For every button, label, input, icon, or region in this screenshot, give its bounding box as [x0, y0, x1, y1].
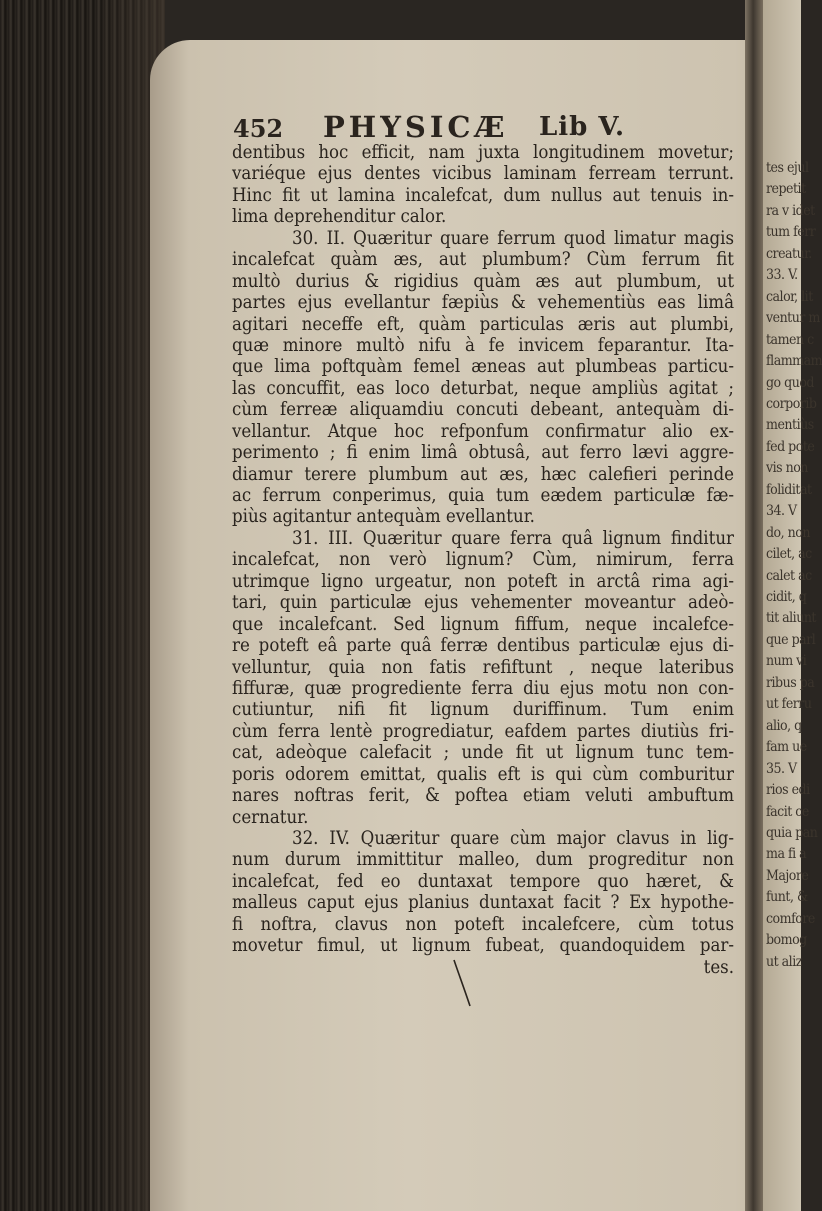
next-page-fragment: Majore: [766, 867, 809, 884]
next-page-fragment: fed pote: [766, 438, 815, 455]
next-page-fragment: ribus pa: [766, 674, 815, 691]
text-line: dentibus hoc efficit, nam juxta longitudinem movetur;: [232, 142, 734, 163]
text-line: cernatur.: [232, 806, 309, 828]
ink-mark-icon: [452, 958, 472, 1008]
text-line: incalefcat, non verò lignum? Cùm, nimirum, ferra: [232, 549, 734, 571]
text-line: re poteft eâ parte quâ ferræ dentibus particulæ ejus di-: [232, 635, 734, 657]
next-page-fragment: 34. V: [766, 503, 797, 520]
text-line: multò durius & rigidius quàm æs aut plumbum, ut: [232, 270, 734, 292]
text-line: num durum immittitur malleo, dum progreditur non: [232, 849, 734, 871]
next-page-fragment: 35. V: [766, 760, 797, 777]
next-page-fragment: tum ferr: [766, 224, 816, 241]
text-line: quæ minore multò nifu à fe invicem feparantur. Ita-: [232, 334, 734, 356]
next-page-fragment: go quod: [766, 374, 814, 391]
next-page-fragment: repetit: [766, 181, 806, 198]
text-line: las concuffit, eas loco deturbat, neque ampliùs agitat ;: [232, 377, 734, 399]
text-line: piùs agitantur antequàm evellantur.: [232, 506, 535, 528]
text-line: agitari neceffe eft, quàm particulas æris aut plumbi,: [232, 313, 734, 335]
text-line: tari, quin particulæ ejus vehementer moveantur adeò-: [232, 592, 734, 614]
text-line: partes ejus evellantur fæpiùs & vehementiùs eas limâ: [232, 292, 734, 314]
text-line: que lima poftquàm femel æneas aut plumbeas particu-: [232, 356, 734, 378]
next-page-fragment: ut ferru: [766, 696, 812, 713]
text-line: velluntur, quia non fatis refiftunt , neque lateribus: [232, 656, 734, 678]
text-line: ac ferrum conperimus, quia tum eædem particulæ fæ-: [232, 485, 734, 506]
next-page-fragment: vis non: [766, 460, 808, 477]
text-line: vellantur. Atque hoc refponfum confirmatur alio ex-: [232, 420, 734, 442]
body-text: [232, 142, 734, 978]
running-title: PHYSICÆ: [323, 110, 509, 144]
text-line: cùm ferra lentè progrediatur, eafdem partes diutiùs fri-: [232, 720, 734, 742]
next-page-fragment: fam ue: [766, 739, 807, 756]
text-line: incalefcat quàm æs, aut plumbum? Cùm ferrum fit: [232, 249, 734, 271]
text-line: cùm ferreæ aliquamdiu concuti debeant, antequàm di-: [232, 399, 734, 421]
next-page-fragment: ma fi a: [766, 846, 807, 863]
text-line: poris odorem emittat, qualis eft is qui cùm comburitur: [232, 763, 734, 785]
text-line: 30. II. Quæritur quare ferrum quod limatur magis: [292, 227, 734, 249]
text-line: lima deprehenditur calor.: [232, 206, 447, 228]
page-number: 452: [233, 114, 284, 143]
next-page-fragment: num vi: [766, 653, 807, 670]
next-page-fragment: cilet, ac: [766, 546, 812, 563]
text-line: fiffuræ, quæ progrediente ferra diu ejus motu non con-: [232, 677, 734, 699]
next-page-fragment: alio, q: [766, 717, 802, 734]
text-line: que incalefcant. Sed lignum fiffum, neque incalefce-: [232, 613, 734, 635]
next-page-fragment: que parl: [766, 631, 816, 648]
text-line: cutiuntur, nifi fit lignum duriffinum. Tum enim: [232, 699, 734, 721]
next-page-strip: [763, 0, 822, 1211]
catchword: tes.: [703, 956, 734, 978]
text-line: utrimque ligno urgeatur, non poteft in arctâ rima agi-: [232, 570, 734, 592]
text-line: fi noftra, clavus non poteft incalefcere, cùm totus: [232, 913, 734, 935]
next-page-fragment: tamen c: [766, 331, 814, 348]
next-page-fragment: do, non: [766, 524, 810, 541]
next-page-fragment: tit aliunt: [766, 610, 816, 627]
text-line: 32. IV. Quæritur quare cùm major clavus in lig-: [292, 828, 734, 849]
text-line: malleus caput ejus planius duntaxat facit ? Ex hypothe-: [232, 892, 734, 914]
next-page-fragment: ut aliz: [766, 953, 802, 970]
text-line: diamur terere plumbum aut æs, hæc calefieri perinde: [232, 463, 734, 485]
text-line: 31. III. Quæritur quare ferra quâ lignum finditur: [292, 527, 734, 549]
next-page-fragment: flammam: [766, 353, 822, 370]
book-reference: Lib V.: [539, 112, 626, 142]
next-page-fragment: bomog: [766, 932, 807, 949]
next-page-fragment: calet ac: [766, 567, 812, 584]
text-line: movetur fimul, ut lignum fubeat, quandoquidem par-: [232, 935, 734, 957]
text-line: variéque ejus dentes vicibus laminam ferream terrunt.: [232, 163, 734, 185]
next-page-fragment: facit ce: [766, 803, 809, 820]
book-gutter: [745, 0, 763, 1211]
next-page-fragment: rios edi: [766, 782, 810, 799]
text-line: nares noftras ferit, & poftea etiam veluti ambuftum: [232, 785, 734, 807]
book-edge: [0, 0, 165, 1211]
next-page-fragment: quia pan: [766, 824, 818, 841]
text-line: Hinc fit ut lamina incalefcat, dum nullus aut tenuis in-: [232, 184, 734, 206]
next-page-fragment: mentiùs: [766, 417, 814, 434]
next-page-fragment: ra v idet: [766, 202, 815, 219]
next-page-fragment: ventur m: [766, 310, 820, 327]
text-line: incalefcat, fed eo duntaxat tempore quo hæret, &: [232, 870, 734, 892]
text-line: perimento ; fi enim limâ obtusâ, aut ferro lævi aggre-: [232, 442, 734, 464]
text-line: cat, adeòque calefacit ; unde fit ut lignum tunc tem-: [232, 742, 734, 764]
next-page-fragment: cidit, q: [766, 589, 807, 605]
next-page-fragment: foliditat: [766, 481, 812, 498]
next-page-fragment: tes ejul: [766, 160, 809, 176]
next-page-fragment: 33. V.: [766, 267, 798, 284]
next-page-fragment: comfore: [766, 910, 815, 927]
next-page-fragment: creatur.: [766, 245, 812, 262]
next-page-fragment: funt, &: [766, 889, 808, 906]
next-page-fragment: calor, lit: [766, 288, 813, 305]
next-page-fragment: corporib: [766, 395, 817, 412]
